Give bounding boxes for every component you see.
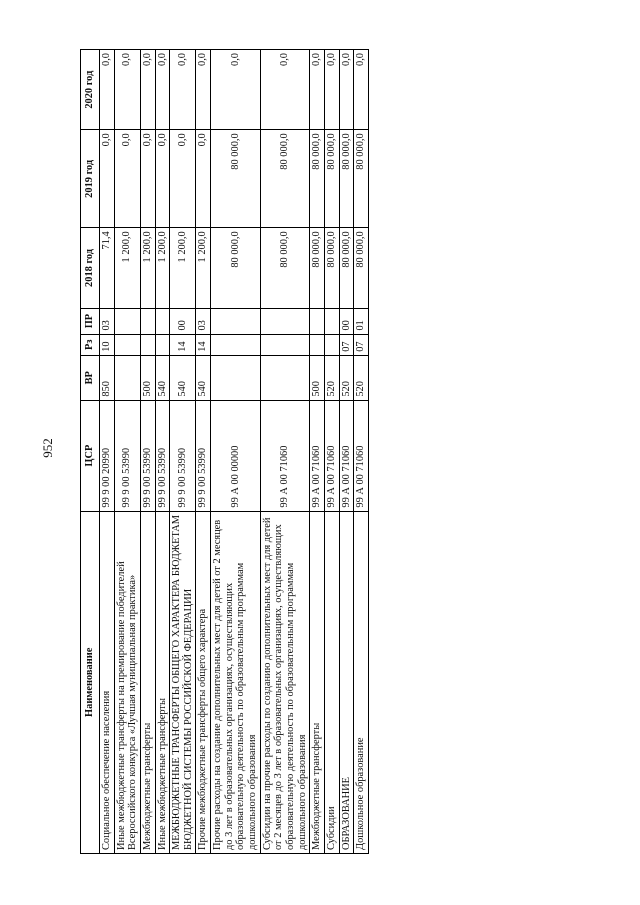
cell-pr xyxy=(310,308,325,334)
table-row xyxy=(140,50,155,854)
cell-2018: 1 200,0 xyxy=(155,228,170,308)
cell-2020: 0,0 xyxy=(339,50,354,130)
cell-vr: 500 xyxy=(140,355,155,400)
cell-2019: 0,0 xyxy=(100,130,115,228)
cell-2020: 0,0 xyxy=(211,50,261,130)
cell-2018: 80 000,0 xyxy=(324,228,339,308)
cell-pr: 03 xyxy=(100,308,115,334)
cell-name: МЕЖБЮДЖЕТНЫЕ ТРАНСФЕРТЫ ОБЩЕГО ХАРАКТЕРА БЮДЖЕТАМ БЮДЖЕТНОЙ СИСТЕМЫ РОССИЙСКОЙ ФЕДЕРАЦИИ xyxy=(170,511,196,853)
header-name: Наименование xyxy=(81,511,100,853)
cell-2018: 80 000,0 xyxy=(354,228,369,308)
cell-rz xyxy=(114,334,140,355)
table-frame xyxy=(80,49,640,850)
cell-vr: 500 xyxy=(310,355,325,400)
cell-2019: 0,0 xyxy=(196,130,211,228)
cell-csr: 99 9 00 53990 xyxy=(170,400,196,511)
cell-name: Прочие межбюджетные трансферты общего характера xyxy=(196,511,211,853)
cell-2020: 0,0 xyxy=(354,50,369,130)
cell-rz: 14 xyxy=(196,334,211,355)
cell-name: Межбюджетные трансферты xyxy=(310,511,325,853)
cell-2020: 0,0 xyxy=(324,50,339,130)
cell-rz xyxy=(211,334,261,355)
cell-2018: 80 000,0 xyxy=(339,228,354,308)
cell-2019: 80 000,0 xyxy=(310,130,325,228)
cell-2020: 0,0 xyxy=(260,50,310,130)
page-number: 952 xyxy=(39,438,55,458)
cell-pr: 00 xyxy=(170,308,196,334)
cell-rz: 14 xyxy=(170,334,196,355)
cell-rz: 07 xyxy=(354,334,369,355)
cell-vr: 540 xyxy=(155,355,170,400)
table-header-row xyxy=(81,50,100,854)
header-2020: 2020 год xyxy=(81,50,100,130)
cell-2018: 80 000,0 xyxy=(211,228,261,308)
cell-name: Субсидии xyxy=(324,511,339,853)
cell-2018: 1 200,0 xyxy=(196,228,211,308)
cell-csr: 99 9 00 53990 xyxy=(155,400,170,511)
header-csr: ЦСР xyxy=(81,400,100,511)
cell-2020: 0,0 xyxy=(114,50,140,130)
table-row xyxy=(339,50,354,854)
cell-name: Иные межбюджетные трансферты на премирование победителей Всероссийского конкурса «Лучшая муниципальная практика» xyxy=(114,511,140,853)
cell-csr: 99 9 00 53990 xyxy=(196,400,211,511)
cell-csr: 99 А 00 71060 xyxy=(354,400,369,511)
cell-name: Прочие расходы на создание дополнительных мест для детей от 2 месяцев до 3 лет в образовательных организациях, осуществляющих образовательную деятельность по образовательным программам дошкольного образования xyxy=(211,511,261,853)
cell-2018: 71,4 xyxy=(100,228,115,308)
table-row xyxy=(100,50,115,854)
table-row xyxy=(260,50,310,854)
cell-2019: 0,0 xyxy=(170,130,196,228)
cell-vr: 520 xyxy=(324,355,339,400)
cell-rz xyxy=(324,334,339,355)
table-row xyxy=(196,50,211,854)
cell-pr xyxy=(140,308,155,334)
cell-2019: 0,0 xyxy=(140,130,155,228)
cell-pr: 00 xyxy=(339,308,354,334)
cell-2019: 80 000,0 xyxy=(211,130,261,228)
header-2019: 2019 год xyxy=(81,130,100,228)
table-row xyxy=(211,50,261,854)
cell-2019: 80 000,0 xyxy=(354,130,369,228)
cell-pr xyxy=(114,308,140,334)
cell-vr: 540 xyxy=(196,355,211,400)
cell-2020: 0,0 xyxy=(310,50,325,130)
cell-2020: 0,0 xyxy=(155,50,170,130)
table-row xyxy=(170,50,196,854)
cell-name: Дошкольное образование xyxy=(354,511,369,853)
cell-pr: 01 xyxy=(354,308,369,334)
cell-2019: 0,0 xyxy=(114,130,140,228)
header-vr: ВР xyxy=(81,355,100,400)
cell-2020: 0,0 xyxy=(100,50,115,130)
cell-pr: 03 xyxy=(196,308,211,334)
cell-csr: 99 А 00 00000 xyxy=(211,400,261,511)
cell-csr: 99 А 00 71060 xyxy=(310,400,325,511)
cell-2020: 0,0 xyxy=(140,50,155,130)
cell-2019: 0,0 xyxy=(155,130,170,228)
cell-csr: 99 А 00 71060 xyxy=(260,400,310,511)
cell-csr: 99 9 00 53990 xyxy=(140,400,155,511)
cell-rz xyxy=(155,334,170,355)
table-row xyxy=(324,50,339,854)
cell-vr xyxy=(260,355,310,400)
cell-csr: 99 А 00 71060 xyxy=(339,400,354,511)
cell-pr xyxy=(324,308,339,334)
cell-vr xyxy=(211,355,261,400)
cell-2019: 80 000,0 xyxy=(324,130,339,228)
cell-rz: 07 xyxy=(339,334,354,355)
cell-rz: 10 xyxy=(100,334,115,355)
cell-csr: 99 9 00 53990 xyxy=(114,400,140,511)
table-body xyxy=(100,50,369,854)
cell-vr: 520 xyxy=(339,355,354,400)
cell-vr: 540 xyxy=(170,355,196,400)
cell-2018: 1 200,0 xyxy=(170,228,196,308)
cell-2018: 1 200,0 xyxy=(114,228,140,308)
cell-2018: 1 200,0 xyxy=(140,228,155,308)
budget-table xyxy=(80,49,369,854)
cell-2020: 0,0 xyxy=(196,50,211,130)
rotated-table-wrapper xyxy=(80,49,445,854)
cell-name: Социальное обеспечение населения xyxy=(100,511,115,853)
cell-pr xyxy=(211,308,261,334)
header-2018: 2018 год xyxy=(81,228,100,308)
cell-rz xyxy=(260,334,310,355)
cell-2018: 80 000,0 xyxy=(310,228,325,308)
table-row xyxy=(310,50,325,854)
cell-rz xyxy=(140,334,155,355)
cell-name: Межбюджетные трансферты xyxy=(140,511,155,853)
cell-2018: 80 000,0 xyxy=(260,228,310,308)
cell-2019: 80 000,0 xyxy=(339,130,354,228)
cell-pr xyxy=(155,308,170,334)
cell-pr xyxy=(260,308,310,334)
cell-vr: 850 xyxy=(100,355,115,400)
header-pr: ПР xyxy=(81,308,100,334)
table-row xyxy=(354,50,369,854)
cell-name: Субсидии на прочие расходы по созданию дополнительных мест для детей от 2 месяцев до 3 лет в образовательных организациях, осуществляющих образовательную деятельность по образовательным программам дошкольного образования xyxy=(260,511,310,853)
cell-name: Иные межбюджетные трансферты xyxy=(155,511,170,853)
cell-vr: 520 xyxy=(354,355,369,400)
cell-csr: 99 9 00 20990 xyxy=(100,400,115,511)
cell-2020: 0,0 xyxy=(170,50,196,130)
cell-csr: 99 А 00 71060 xyxy=(324,400,339,511)
cell-2019: 80 000,0 xyxy=(260,130,310,228)
cell-rz xyxy=(310,334,325,355)
table-row xyxy=(114,50,140,854)
header-rz: Рз xyxy=(81,334,100,355)
cell-vr xyxy=(114,355,140,400)
table-row xyxy=(155,50,170,854)
cell-name: ОБРАЗОВАНИЕ xyxy=(339,511,354,853)
